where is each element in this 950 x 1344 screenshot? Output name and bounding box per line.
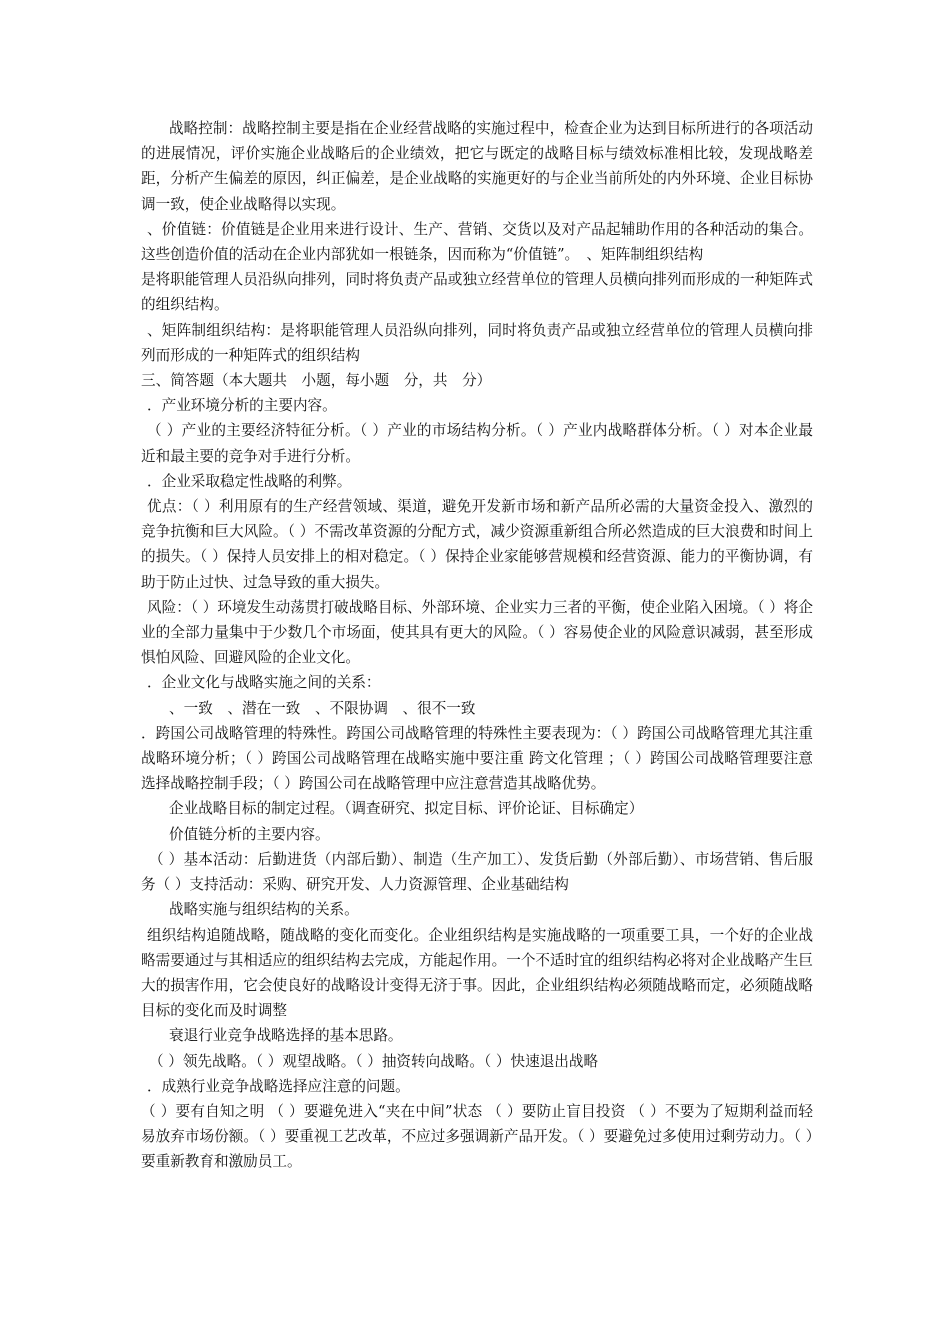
answer-industry-analysis: （ ）产业的主要经济特征分析。（ ）产业的市场结构分析。（ ）产业内战略群体分析。（ ）对本企业最近和最主要的竞争对手进行分析。 <box>141 422 813 465</box>
question-stability-strategy: ．企业采取稳定性战略的利弊。 <box>147 472 352 490</box>
paragraph-value-chain: 、价值链：价值链是企业用来进行设计、生产、营销、交货以及对产品起辅助作用的各种活动的集合。这些创造价值的活动在企业内部犹如一根链条，因而称为“价值链”。 、矩阵制组织结构 <box>141 220 813 264</box>
question-industry-analysis: ．产业环境分析的主要内容。 <box>147 397 337 415</box>
paragraph-strategic-control: 战略控制：战略控制主要是指在企业经营战略的实施过程中，检查企业为达到目标所进行的各项活动的进展情况，评价实施企业战略后的企业绩效，把它与既定的战略目标与绩效标准相比较，发现战略差距，分析产生偏差的原因，纠正偏差，是企业战略的实施更好的与企业当前所处的内外环境、企业目标协调一致，使企业战略得以实现。 <box>141 120 813 213</box>
question-declining-industry: 衰退行业竞争战略选择的基本思路。 <box>169 1027 403 1045</box>
question-mature-industry: ．成熟行业竞争战略选择应注意的问题。 <box>147 1077 410 1095</box>
question-strategy-structure: 战略实施与组织结构的关系。 <box>169 901 359 919</box>
answer-mature-industry: （ ）要有自知之明 （ ）要避免进入“夹在中间”状态 （ ）要防止盲目投资 （ ）不要为了短期利益而轻易放弃市场份额。（ ）要重视工艺改革，不应过多强调新产品开发。（ ）要避免过多使用过剩劳动力。（ ）要重新教育和激励员工。 <box>141 1102 813 1171</box>
answer-stability-advantages: 优点：（ ）利用原有的生产经营领域、渠道，避免开发新市场和新产品所必需的大量资金投入、激烈的竞争抗衡和巨大风险。（ ）不需改革资源的分配方式，减少资源重新组合所必然造成的巨大浪费和时间上的损失。（ ）保持人员安排上的相对稳定。（ ）保持企业家能够营规模和经营资源、能力的平衡协调，有助于防止过快、过急导致的重大损失。 <box>141 498 813 591</box>
question-value-chain-analysis: 价值链分析的主要内容。 <box>169 825 330 843</box>
answer-culture-strategy: 、一致 、潜在一致 、不限协调 、很不一致 <box>169 699 476 717</box>
document-body <box>141 116 813 1175</box>
answer-value-chain-analysis: （ ）基本活动：后勤进货（内部后勤）、制造（生产加工）、发货后勤（外部后勤）、市场营销、售后服务（ ）支持活动：采购、研究开发、人力资源管理、企业基础结构 <box>141 850 813 894</box>
section-heading-short-answer: 三、简答题（本大题共 小题，每小题 分，共 分） <box>141 372 492 390</box>
answer-declining-industry: （ ）领先战略。（ ）观望战略。（ ）抽资转向战略。（ ）快速退出战略 <box>149 1052 599 1070</box>
paragraph-matrix-definition: 是将职能管理人员沿纵向排列，同时将负责产品或独立经营单位的管理人员横向排列而形成的一种矩阵式的组织结构。 <box>141 271 813 314</box>
question-multinational-strategy: ．跨国公司战略管理的特殊性。跨国公司战略管理的特殊性主要表现为：（ ）跨国公司战略管理尤其注重战略环境分析；（ ）跨国公司战略管理在战略实施中要注重 跨文化管理 ；（ ）跨国公司战略管理要注意选择战略控制手段；（ ）跨国公司在战略管理中应注意营造其战略优势。 <box>141 724 813 793</box>
paragraph-matrix-structure: 、矩阵制组织结构：是将职能管理人员沿纵向排列，同时将负责产品或独立经营单位的管理人员横向排列而形成的一种矩阵式的组织结构 <box>141 321 813 364</box>
answer-stability-risks: 风险：（ ）环境发生动荡贯打破战略目标、外部环境、企业实力三者的平衡，使企业陷入困境。（ ）将企业的全部力量集中于少数几个市场面，使其具有更大的风险。（ ）容易使企业的风险意识减弱，甚至形成惧怕风险、回避风险的企业文化。 <box>141 598 813 667</box>
answer-strategy-structure: 组织结构追随战略，随战略的变化而变化。企业组织结构是实施战略的一项重要工具，一个好的企业战略需要通过与其相适应的组织结构去完成，方能起作用。一个不适时宜的组织结构必将对企业战略产生巨大的损害作用，它会使良好的战略设计变得无济于事。因此，企业组织结构必须随战略而定，必须随战略目标的变化而及时调整 <box>141 926 813 1020</box>
question-goal-setting: 企业战略目标的制定过程。（调查研究、拟定目标、评价论证、目标确定） <box>169 800 644 818</box>
question-culture-strategy: ．企业文化与战略实施之间的关系： <box>147 674 381 692</box>
